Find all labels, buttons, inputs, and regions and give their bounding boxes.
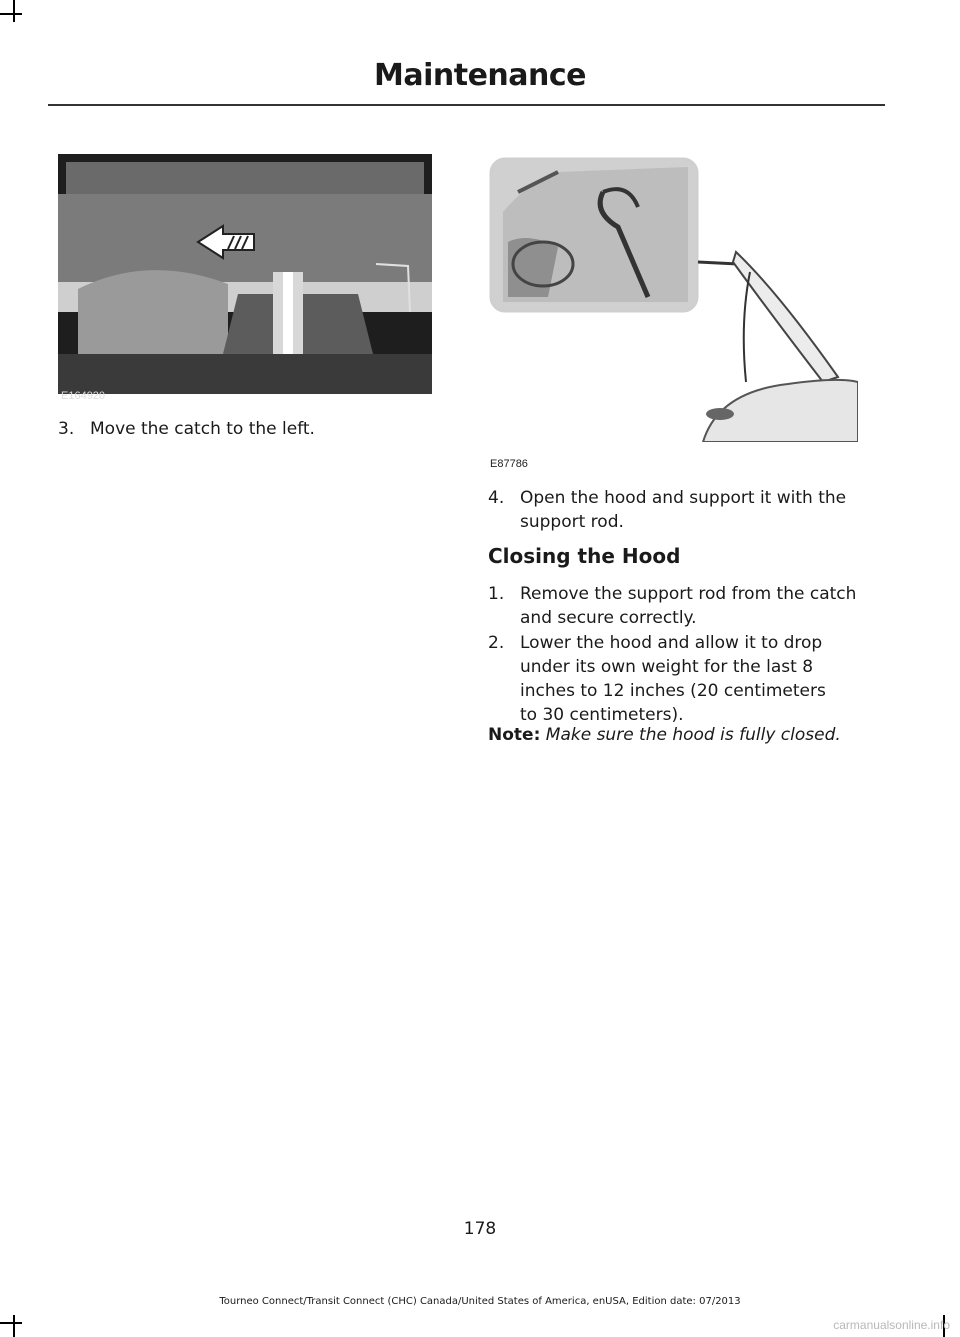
page-title: Maintenance: [373, 58, 586, 93]
step-text-line: Lower the hood and allow it to drop: [520, 633, 823, 653]
hood-catch-figure: [58, 154, 432, 394]
section-heading: Closing the Hood: [488, 544, 681, 568]
figure-code: E164920: [61, 390, 106, 402]
step-text: Move the catch to the left.: [90, 419, 315, 439]
crop-mark-bottom-left-h: [0, 1322, 22, 1324]
step-text-line: inches to 12 inches (20 centimeters: [520, 681, 826, 701]
closing-step-2: [488, 632, 888, 728]
step-text-line: Open the hood and support it with the: [520, 488, 847, 508]
step-4: [488, 487, 888, 535]
step-text-line: Remove the support rod from the catch: [520, 584, 857, 604]
note: [488, 725, 841, 745]
note-text: Make sure the hood is fully closed.: [545, 725, 841, 745]
step-number: 4.: [488, 488, 505, 508]
step-number: 1.: [488, 584, 505, 604]
footer-text: Tourneo Connect/Transit Connect (CHC) Canada/United States of America, enUSA, Edition date: 07/2013: [219, 1296, 741, 1307]
step-text-line: and secure correctly.: [520, 608, 697, 628]
crop-mark-top-left-h: [0, 13, 22, 15]
note-label: Note:: [488, 725, 541, 745]
header-divider: [48, 104, 885, 106]
step-text-line: under its own weight for the last 8: [520, 657, 814, 677]
step-text-line: support rod.: [520, 512, 624, 532]
step-3: [58, 418, 438, 442]
hood-catch-illustration: [58, 154, 432, 394]
step-number: 2.: [488, 633, 505, 653]
watermark: carmanualsonline.info: [833, 1318, 950, 1332]
figure-code: E87786: [490, 458, 528, 470]
closing-step-1: [488, 583, 888, 631]
hood-support-rod-figure: [488, 152, 858, 442]
step-text-line: to 30 centimeters).: [520, 705, 684, 725]
crop-mark-bottom-left-v: [13, 1315, 15, 1337]
page-number: 178: [463, 1219, 497, 1239]
step-number: 3.: [58, 419, 75, 439]
crop-mark-top-left-v: [13, 0, 15, 22]
hood-support-illustration: [488, 152, 858, 442]
